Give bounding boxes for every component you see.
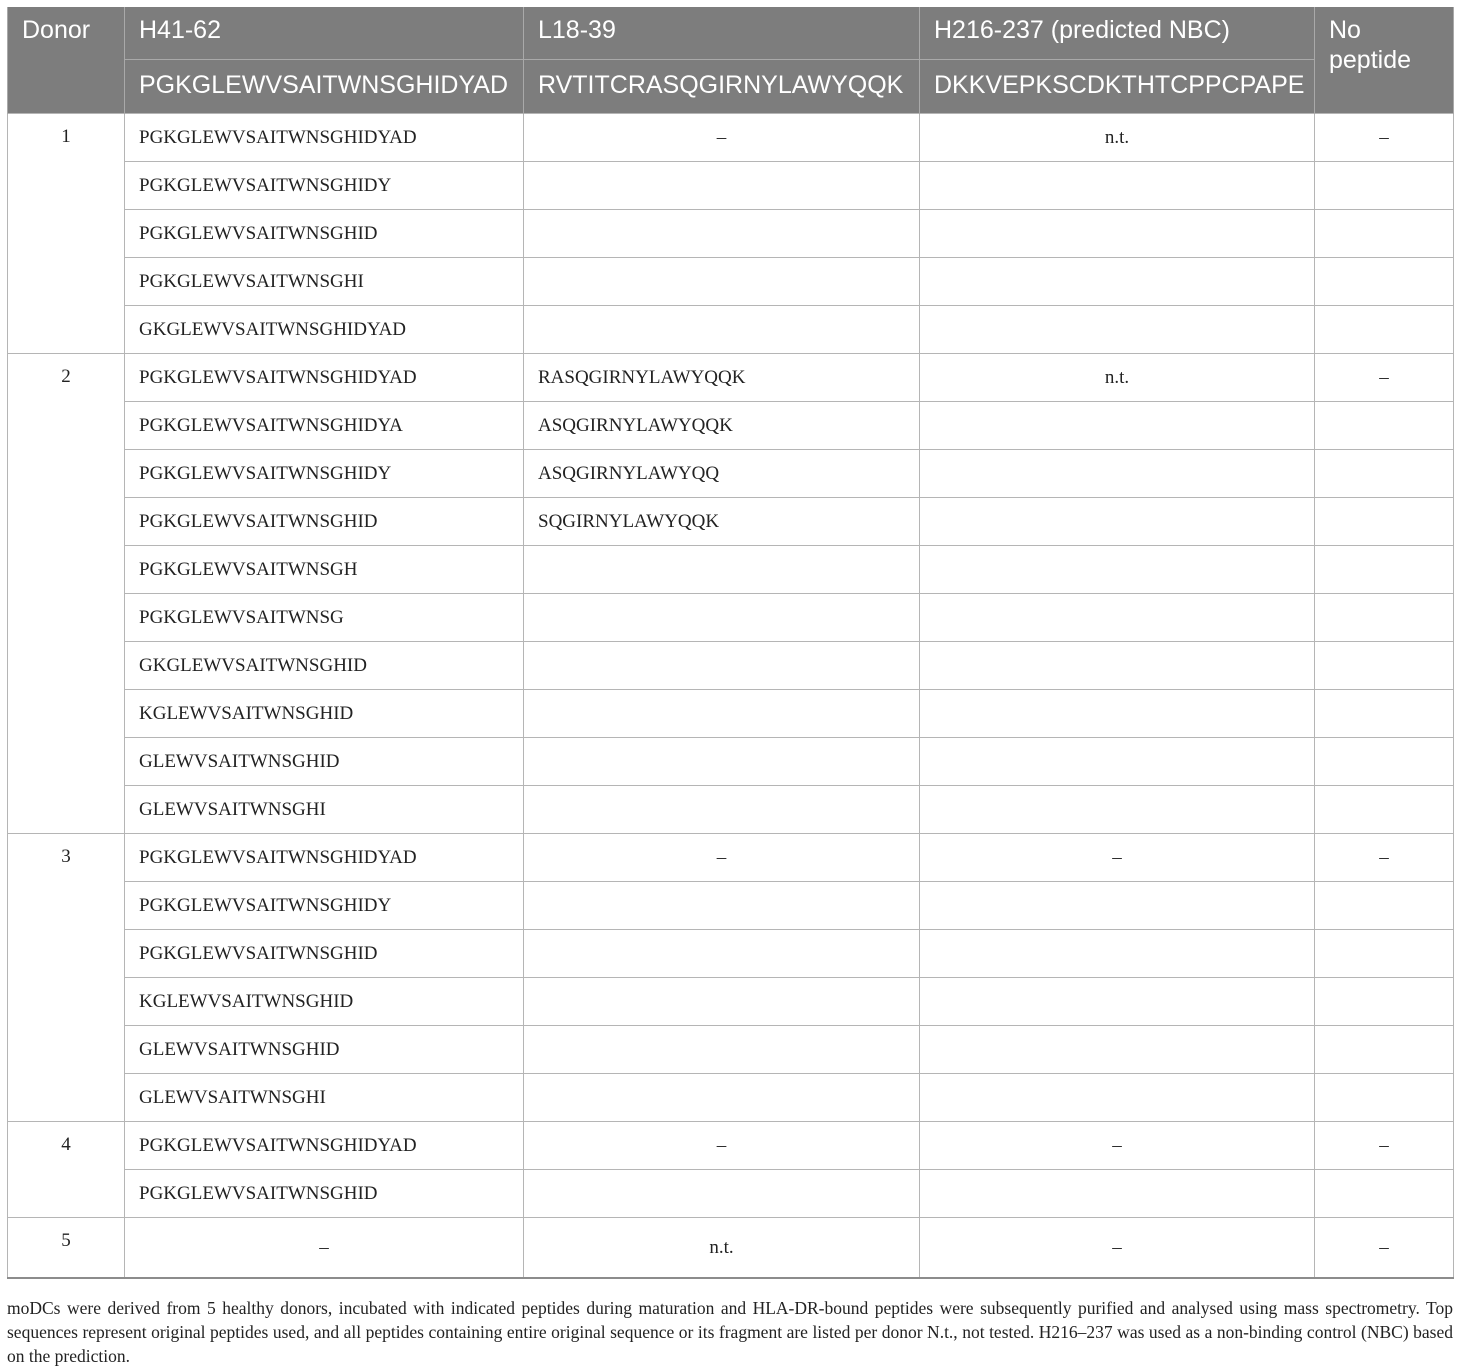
h41-peptide-cell: PGKGLEWVSAITWNSG [125,594,524,642]
l18-peptide-cell: RASQGIRNYLAWYQQK [524,354,920,402]
h41-peptide-cell: GLEWVSAITWNSGHI [125,786,524,834]
donor-id: 5 [8,1218,125,1279]
h216-peptide-cell: – [920,1122,1315,1170]
header-h41-title: H41-62 [125,7,524,60]
table-row [8,450,1454,498]
no-peptide-cell [1315,402,1454,450]
donor-id: 2 [8,354,125,834]
no-peptide-cell [1315,1026,1454,1074]
h41-peptide-cell: GLEWVSAITWNSGHID [125,738,524,786]
no-peptide-cell: – [1315,1122,1454,1170]
table-row [8,402,1454,450]
donor-id: 1 [8,114,125,354]
h41-peptide-cell: PGKGLEWVSAITWNSGH [125,546,524,594]
h216-peptide-cell [920,690,1315,738]
table-row [8,834,1454,882]
no-peptide-cell [1315,546,1454,594]
h216-peptide-cell [920,642,1315,690]
l18-peptide-cell [524,882,920,930]
header-donor: Donor [8,7,125,114]
h216-peptide-cell [920,258,1315,306]
h216-peptide-cell [920,930,1315,978]
h41-peptide-cell: KGLEWVSAITWNSGHID [125,978,524,1026]
h41-peptide-cell: PGKGLEWVSAITWNSGHID [125,930,524,978]
l18-peptide-cell [524,1074,920,1122]
table-row [8,258,1454,306]
h41-peptide-cell: PGKGLEWVSAITWNSGHID [125,498,524,546]
no-peptide-cell [1315,162,1454,210]
table-row [8,882,1454,930]
table-row [8,210,1454,258]
donor-id: 4 [8,1122,125,1218]
l18-peptide-cell [524,738,920,786]
h216-peptide-cell [920,1026,1315,1074]
h41-peptide-cell: GLEWVSAITWNSGHID [125,1026,524,1074]
header-l18-sequence: RVTITCRASQGIRNYLAWYQQK [524,60,920,114]
table-row [8,162,1454,210]
h41-peptide-cell: PGKGLEWVSAITWNSGHID [125,210,524,258]
header-no-peptide: No peptide [1315,7,1454,114]
table-row [8,1218,1454,1279]
l18-peptide-cell [524,594,920,642]
l18-peptide-cell: SQGIRNYLAWYQQK [524,498,920,546]
h41-peptide-cell: PGKGLEWVSAITWNSGHIDY [125,882,524,930]
h216-peptide-cell [920,1074,1315,1122]
table-row [8,594,1454,642]
h41-peptide-cell: KGLEWVSAITWNSGHID [125,690,524,738]
table-row [8,1074,1454,1122]
table-row [8,1026,1454,1074]
l18-peptide-cell [524,210,920,258]
no-peptide-cell: – [1315,1218,1454,1279]
peptide-table [7,7,1454,1279]
h216-peptide-cell [920,402,1315,450]
table-body [8,114,1454,1279]
l18-peptide-cell: ASQGIRNYLAWYQQ [524,450,920,498]
h216-peptide-cell: – [920,834,1315,882]
l18-peptide-cell [524,978,920,1026]
no-peptide-cell [1315,882,1454,930]
table-row [8,930,1454,978]
l18-peptide-cell [524,690,920,738]
h216-peptide-cell [920,210,1315,258]
header-h216-title: H216-237 (predicted NBC) [920,7,1315,60]
h41-peptide-cell: PGKGLEWVSAITWNSGHIDYAD [125,1122,524,1170]
h216-peptide-cell [920,978,1315,1026]
l18-peptide-cell [524,1026,920,1074]
header-h216-sequence: DKKVEPKSCDKTHTCPPCPAPE [920,60,1315,114]
h216-peptide-cell [920,882,1315,930]
donor-id: 3 [8,834,125,1122]
l18-peptide-cell [524,306,920,354]
l18-peptide-cell [524,930,920,978]
h41-peptide-cell: GLEWVSAITWNSGHI [125,1074,524,1122]
h41-peptide-cell: GKGLEWVSAITWNSGHID [125,642,524,690]
no-peptide-cell [1315,786,1454,834]
h41-peptide-cell: PGKGLEWVSAITWNSGHID [125,1170,524,1218]
h41-peptide-cell: PGKGLEWVSAITWNSGHIDYA [125,402,524,450]
l18-peptide-cell: – [524,1122,920,1170]
no-peptide-cell [1315,642,1454,690]
table-row [8,690,1454,738]
h216-peptide-cell [920,1170,1315,1218]
l18-peptide-cell [524,546,920,594]
l18-peptide-cell [524,258,920,306]
header-h41-sequence: PGKGLEWVSAITWNSGHIDYAD [125,60,524,114]
table-row [8,1122,1454,1170]
no-peptide-cell [1315,594,1454,642]
h216-peptide-cell: n.t. [920,114,1315,162]
table-row [8,498,1454,546]
no-peptide-cell [1315,210,1454,258]
h41-peptide-cell: PGKGLEWVSAITWNSGHIDYAD [125,114,524,162]
table-row [8,546,1454,594]
l18-peptide-cell [524,162,920,210]
table-footnote: moDCs were derived from 5 healthy donors, incubated with indicated peptides during maturation and HLA-DR-bound peptides were subsequently purified and analysed using mass spectrometry. Top sequences represent original peptides used, and all peptides containing entire original sequence or its fragment are listed per donor N.t., not tested. H216–237 was used as a non-binding control (NBC) based on the prediction. [7,1297,1453,1366]
no-peptide-cell [1315,498,1454,546]
header-l18-title: L18-39 [524,7,920,60]
no-peptide-cell [1315,690,1454,738]
l18-peptide-cell: – [524,114,920,162]
l18-peptide-cell: – [524,834,920,882]
no-peptide-cell: – [1315,114,1454,162]
no-peptide-cell [1315,258,1454,306]
no-peptide-cell: – [1315,354,1454,402]
table-row [8,114,1454,162]
table-row [8,1170,1454,1218]
table-row [8,978,1454,1026]
h41-peptide-cell: PGKGLEWVSAITWNSGHIDY [125,450,524,498]
h216-peptide-cell: n.t. [920,354,1315,402]
no-peptide-cell [1315,1170,1454,1218]
h216-peptide-cell [920,450,1315,498]
h41-peptide-cell: PGKGLEWVSAITWNSGHIDY [125,162,524,210]
no-peptide-cell [1315,738,1454,786]
h216-peptide-cell [920,498,1315,546]
no-peptide-cell [1315,450,1454,498]
h216-peptide-cell [920,546,1315,594]
h216-peptide-cell [920,594,1315,642]
table-row [8,738,1454,786]
l18-peptide-cell [524,1170,920,1218]
h41-peptide-cell: – [125,1218,524,1279]
l18-peptide-cell: n.t. [524,1218,920,1279]
h41-peptide-cell: PGKGLEWVSAITWNSGHI [125,258,524,306]
l18-peptide-cell [524,642,920,690]
h216-peptide-cell [920,738,1315,786]
h216-peptide-cell: – [920,1218,1315,1279]
no-peptide-cell: – [1315,834,1454,882]
no-peptide-cell [1315,1074,1454,1122]
table-row [8,786,1454,834]
h41-peptide-cell: GKGLEWVSAITWNSGHIDYAD [125,306,524,354]
h41-peptide-cell: PGKGLEWVSAITWNSGHIDYAD [125,354,524,402]
l18-peptide-cell: ASQGIRNYLAWYQQK [524,402,920,450]
l18-peptide-cell [524,786,920,834]
h41-peptide-cell: PGKGLEWVSAITWNSGHIDYAD [125,834,524,882]
no-peptide-cell [1315,306,1454,354]
no-peptide-cell [1315,978,1454,1026]
h216-peptide-cell [920,162,1315,210]
h216-peptide-cell [920,306,1315,354]
h216-peptide-cell [920,786,1315,834]
table-row [8,642,1454,690]
table-row [8,306,1454,354]
no-peptide-cell [1315,930,1454,978]
table-row [8,354,1454,402]
